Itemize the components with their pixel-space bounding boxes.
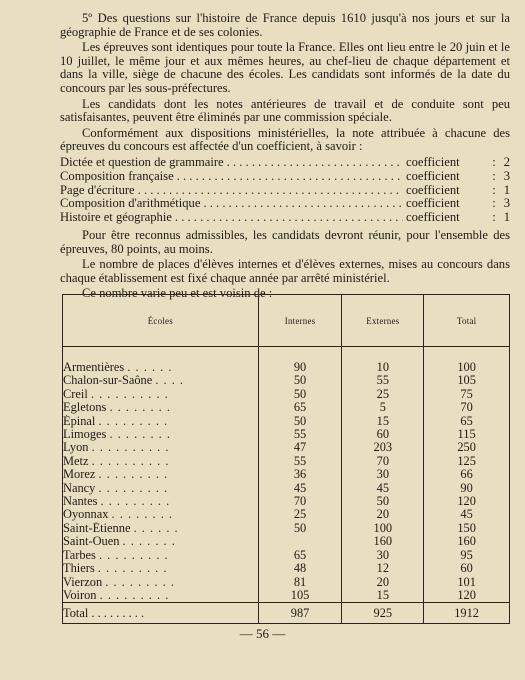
school-cell [63,415,259,428]
total-internes: 987 [258,603,342,624]
total-cell: 120 [424,589,510,603]
table-row [63,415,510,428]
school-leader-dots: . . . . . . [127,361,173,374]
school-cell [63,441,259,454]
internes-cell: 50 [258,388,342,401]
school-leader-dots: . . . . . . [133,521,179,535]
coefficient-colon: : [492,210,496,225]
school-name: Metz [63,454,89,468]
school-leader-dots: . . . . . . . . [111,508,174,522]
school-name: Limoges [63,428,107,442]
table-row [63,535,510,548]
school-leader-dots: . . . . . . . . . [105,575,175,589]
table-row [63,388,510,401]
coefficient-word: coefficient [406,154,460,169]
coefficient-word: coefficient [406,196,460,211]
table-row [63,495,510,508]
internes-cell: 50 [258,522,342,535]
externes-cell: 55 [342,374,424,387]
coefficient-word: coefficient [406,182,460,197]
table-total-row [63,603,510,624]
total-cell: 70 [424,401,510,414]
internes-cell: 48 [258,562,342,575]
school-name: Chalon-sur-Saône [63,374,153,388]
school-leader-dots: . . . . . . . . [109,401,171,415]
coefficient-subject: Histoire et géographie [60,210,172,225]
internes-cell: 55 [258,428,342,441]
schools-table [62,294,510,624]
internes-cell [258,535,342,548]
internes-cell: 65 [258,549,342,562]
school-cell [63,589,259,603]
coefficient-colon: : [492,154,496,169]
internes-cell: 65 [258,401,342,414]
coefficient-word: coefficient [406,168,460,183]
table-spacer-row [63,347,510,362]
table-row [63,441,510,454]
school-leader-dots: . . . . . . . . . . [91,454,170,468]
total-cell: 125 [424,455,510,468]
total-cell: 75 [424,388,510,401]
paragraph-coefficients-intro: Conformément aux dispositions ministérielles, la note attribuée à chacune des épreuves du concours est affectée d'un coefficient, à savoir : [60,125,510,154]
externes-cell: 20 [342,508,424,521]
table-row [63,401,510,414]
school-cell [63,455,259,468]
school-leader-dots: . . . . . . . . . . [91,441,170,455]
total-cell: 95 [424,549,510,562]
externes-cell: 25 [342,388,424,401]
total-label-cell [63,603,259,624]
school-cell [63,495,259,508]
table-row [63,361,510,374]
coefficient-row [60,156,510,170]
coefficient-value: 3 [503,168,510,183]
externes-cell: 203 [342,441,424,454]
school-leader-dots: . . . . . . . . . [97,562,168,576]
page-number: — 56 — [239,626,286,641]
school-cell [63,468,259,481]
total-cell: 66 [424,468,510,481]
internes-cell: 50 [258,415,342,428]
school-name: Épinal [63,414,96,428]
total-cell: 115 [424,428,510,441]
school-cell [63,388,259,401]
total-cell: 60 [424,562,510,575]
table-row [63,576,510,589]
externes-cell: 12 [342,562,424,575]
internes-cell: 81 [258,576,342,589]
total-total: 1912 [424,603,510,624]
externes-cell: 10 [342,361,424,374]
school-name: Saint-Étienne [63,521,131,535]
school-name: Nantes [63,495,98,509]
coefficient-subject: Composition d'arithmétique [60,196,201,211]
school-name: Tarbes [63,548,96,562]
externes-cell: 20 [342,576,424,589]
total-cell: 160 [424,535,510,548]
externes-cell: 30 [342,549,424,562]
coefficient-row [60,170,510,184]
internes-cell: 36 [258,468,342,481]
school-name: Armentières [63,361,125,374]
school-cell [63,374,259,387]
school-leader-dots: . . . . . . . . . [98,468,169,482]
school-name: Thiers [63,562,95,576]
table-row [63,522,510,535]
total-cell: 100 [424,361,510,374]
header-internes: Internes [258,295,342,347]
school-cell [63,482,259,495]
coefficient-subject: Dictée et question de grammaire [60,154,224,169]
externes-cell: 60 [342,428,424,441]
header-total: Total [424,295,510,347]
externes-cell: 5 [342,401,424,414]
school-leader-dots: . . . . . . . . . [98,481,169,495]
total-externes: 925 [342,603,424,624]
school-name: Lyon [63,441,89,455]
externes-cell: 50 [342,495,424,508]
table-row [63,428,510,441]
externes-cell: 70 [342,455,424,468]
coefficient-colon: : [492,182,496,197]
school-leader-dots: . . . . . . . . . [100,495,171,509]
table-body [63,347,510,603]
body-text [60,12,510,303]
coefficient-subject: Composition française [60,168,174,183]
school-cell [63,428,259,441]
school-cell [63,535,259,548]
externes-cell: 15 [342,415,424,428]
paragraph-places-count: Le nombre de places d'élèves internes et d'élèves externes, mises au concours dans chaque établissement est fixé chaque année par arrêté ministériel. [60,257,510,285]
header-externes: Externes [342,295,424,347]
coefficient-row [60,197,510,211]
internes-cell: 90 [258,361,342,374]
externes-cell: 100 [342,522,424,535]
total-label: Total [63,605,89,620]
school-cell [63,562,259,575]
school-name: Oyonnax [63,508,109,522]
coefficient-value: 1 [503,210,510,225]
coefficient-leader-dots [203,197,403,211]
table-row [63,589,510,603]
internes-cell: 105 [258,589,342,603]
coefficient-row [60,184,510,198]
table-row [63,508,510,521]
school-cell [63,508,259,521]
school-name: Nancy [63,481,96,495]
school-leader-dots: . . . . . . . . . . [90,387,169,401]
coefficient-value: 1 [503,182,510,197]
paragraph-history-topic: 5º Des questions sur l'histoire de France depuis 1610 jusqu'à nos jours et sur la géographie de France et de ses colonies. [60,11,510,39]
total-cell: 90 [424,482,510,495]
internes-cell: 70 [258,495,342,508]
total-leader-dots: . . . . . . . . . [91,605,145,620]
coefficient-value: 2 [503,154,510,169]
internes-cell: 47 [258,441,342,454]
coefficient-leader-dots [175,211,403,225]
school-cell [63,361,259,374]
table-row [63,562,510,575]
school-cell [63,522,259,535]
school-leader-dots: . . . . . . . . [109,428,171,442]
internes-cell: 50 [258,374,342,387]
total-cell: 250 [424,441,510,454]
total-cell: 101 [424,576,510,589]
coefficient-colon: : [492,168,496,183]
table-row [63,549,510,562]
externes-cell: 30 [342,468,424,481]
externes-cell: 160 [342,535,424,548]
externes-cell: 45 [342,482,424,495]
internes-cell: 25 [258,508,342,521]
coefficient-row [60,211,510,225]
paragraph-elimination: Les candidats dont les notes antérieures de travail et de conduite sont peu satisfaisantes, peuvent être éliminés par une commission spéciale. [60,96,510,125]
school-cell [63,549,259,562]
table-row [63,455,510,468]
school-cell [63,401,259,414]
coefficient-colon: : [492,196,496,211]
school-name: Saint-Ouen [63,535,120,549]
school-cell [63,576,259,589]
total-cell: 65 [424,415,510,428]
table-header-row [63,295,510,347]
school-leader-dots: . . . . [155,374,185,388]
paragraph-exam-dates: Les épreuves sont identiques pour toute la France. Elles ont lieu entre le 20 juin et le 10 juillet, le même jour et aux mêmes heures, au chef-lieu de chaque département et dans la ville, siège de chacune des écoles. Les candidats sont informés de la date du concours par les sous-préfectures. [60,40,510,95]
coefficient-word: coefficient [406,210,460,225]
coefficient-subject: Page d'écriture [60,182,135,197]
school-name: Voiron [63,588,97,602]
paragraph-admission-points: Pour être reconnus admissibles, les candidats devront réunir, pour l'ensemble des épreuves, 80 points, au moins. [60,227,510,256]
school-leader-dots: . . . . . . . . . [99,588,170,602]
coefficient-leader-dots [177,170,403,184]
total-cell: 150 [424,522,510,535]
coefficient-list [60,156,510,225]
header-ecoles: Écoles [63,295,259,347]
paragraph-number-varies: Ce nombre varie peu et est voisin de : [82,286,273,301]
coefficient-leader-dots [138,184,403,198]
school-name: Morez [63,468,96,482]
school-leader-dots: . . . . . . . [122,535,176,549]
total-cell: 120 [424,495,510,508]
coefficient-value: 3 [503,196,510,211]
school-name: Creil [63,387,88,401]
school-name: Egletons [63,401,107,415]
school-name: Vierzon [63,575,103,589]
total-cell: 45 [424,508,510,521]
coefficient-leader-dots [227,156,403,170]
internes-cell: 55 [258,455,342,468]
table-row [63,482,510,495]
school-leader-dots: . . . . . . . . . [98,548,169,562]
school-leader-dots: . . . . . . . . . [98,414,169,428]
table-row [63,468,510,481]
table-row [63,374,510,387]
externes-cell: 15 [342,589,424,603]
total-cell: 105 [424,374,510,387]
internes-cell: 45 [258,482,342,495]
